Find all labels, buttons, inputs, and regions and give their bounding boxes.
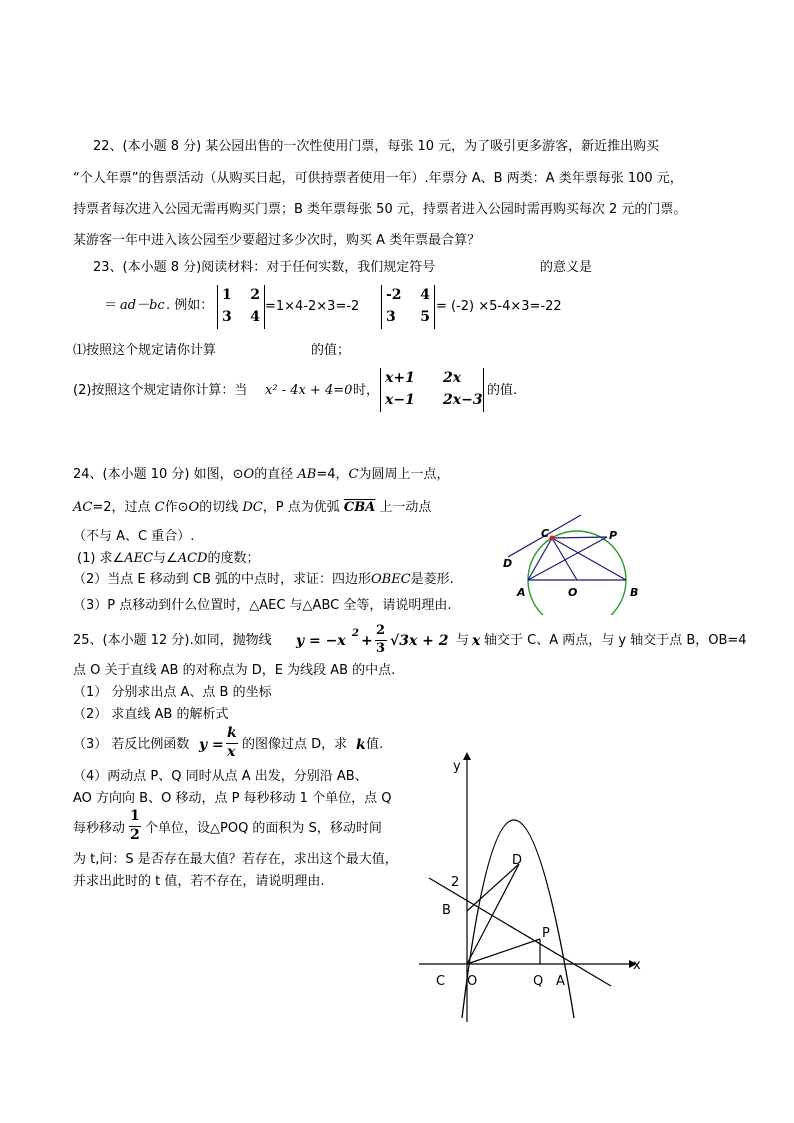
label-x: x: [633, 958, 641, 973]
line-ab: [429, 878, 611, 986]
q22-line-3: 持票者每次进入公园无需再购买门票；B 类年票每张 50 元，持票者进入公园时需再购买每次 2 元的门票。: [73, 202, 687, 217]
q23-part-2c: 的值.: [487, 383, 518, 398]
label-o: O: [568, 586, 578, 599]
q23-part-2-condition: x² - 4x + 4=0: [265, 383, 353, 398]
segment-bd: [467, 864, 519, 911]
det3-d: 2x−3: [443, 392, 483, 408]
label-b: B: [630, 586, 639, 599]
q25-eq-sup: 2: [352, 628, 359, 639]
q24-s1c: 的度数；: [207, 551, 260, 566]
chord-cb: [552, 538, 626, 580]
q24-sub-3: （3）P 点移动到什么位置时，△AEC 与△ABC 全等，请说明理由.: [73, 598, 452, 613]
q24-l2dc: DC: [242, 500, 263, 515]
label-o: O: [467, 974, 478, 989]
det2-a: -2: [386, 287, 402, 303]
q24-arc-cba: $\overline{CBA}$: [343, 500, 376, 515]
q24-l2d: 作⊙: [164, 500, 189, 515]
q25-half-fraction: [129, 808, 141, 844]
q25-line-2: 点 O 关于直线 AB 的对称点为 D，E 为线段 AB 的中点.: [73, 663, 396, 678]
q23-example: . 例如：: [166, 298, 214, 313]
det1-d: 4: [250, 309, 260, 325]
q24-l2a: AC: [73, 500, 93, 515]
q25-line-1b: 与: [456, 633, 470, 648]
det3-c: x−1: [385, 392, 415, 408]
q23-line-1b: 的意义是: [540, 260, 593, 275]
det2-d: 5: [420, 309, 430, 325]
q24-sub-1: [77, 550, 259, 568]
q25-sub-2: （2） 求直线 AB 的解析式: [73, 707, 229, 722]
q24-l1a: 24、(本小题 10 分) 如图，⊙: [73, 467, 244, 482]
label-p: P: [609, 529, 618, 542]
label-y: y: [453, 759, 461, 774]
label-a: A: [556, 974, 565, 989]
label-c: C: [436, 974, 446, 989]
q24-s2b: 是菱形.: [410, 572, 454, 587]
q25-eq-plus: +: [361, 633, 373, 649]
det1-a: 1: [222, 287, 232, 303]
det3-b: 2x: [443, 370, 462, 386]
label-p: P: [542, 926, 550, 941]
q24-s1acd: ACD: [177, 551, 208, 566]
q25-frac-x: x: [227, 744, 236, 760]
q25-sub-1: （1） 分别求出点 A、点 B 的坐标: [73, 685, 272, 700]
q24-line-3: （不与 A、C 重合）.: [73, 529, 195, 544]
q24-s2obec: OBEC: [371, 572, 411, 587]
q25-half-den: 2: [130, 827, 140, 843]
q25-eq-y: y: [296, 633, 305, 649]
det2-b: 4: [420, 287, 430, 303]
q24-l2b: =2，过点: [92, 500, 151, 515]
q23-determinant-2: [381, 285, 435, 329]
q25-sub-3y: y =: [199, 737, 224, 753]
label-c: C: [541, 527, 550, 540]
q25-sub-4d: 个单位，设△POQ 的面积为 S，移动时间: [145, 821, 382, 836]
label-q: Q: [533, 974, 544, 989]
label-b: B: [442, 903, 451, 918]
q23-eq-expr: ad－bc: [120, 298, 165, 313]
q24-sub-2: [73, 571, 454, 589]
q24-s2a: （2）当点 E 移动到 CB 弧的中点时，求证：四边形: [73, 572, 372, 587]
q23-eq-start: ＝: [104, 298, 118, 313]
q25-frac-den: 3: [376, 641, 386, 656]
q25-eq-1: = −x: [309, 633, 346, 649]
q24-s1aec: AEC: [124, 551, 154, 566]
q25-line-1a: 25、(本小题 12 分).如同，抛物线: [73, 633, 272, 648]
q23-result-1: =1×4-2×3=-2: [265, 299, 360, 314]
q25-sub-3c: 值.: [366, 737, 384, 752]
q24-l2f: ，P 点为优弧: [262, 500, 340, 515]
det1-b: 2: [250, 287, 260, 303]
q24-line-1: [73, 466, 449, 484]
q23-result-2: = (-2) ×5-4×3=-22: [436, 299, 562, 314]
q24-l2o: O: [188, 500, 200, 515]
q24-l1o: O: [243, 467, 255, 482]
q23-part-2b: 时，: [353, 383, 380, 398]
q25-line-1c: 轴交于 C、A 两点，与 y 轴交于点 B，OB=4: [484, 633, 747, 648]
q25-sub-3a: （3） 若反比例函数: [73, 737, 190, 752]
q25-eq-fraction: [375, 623, 387, 657]
q25-eq-sqrt: √3x + 2: [390, 633, 449, 649]
q25-line-1x: x: [472, 633, 481, 649]
q24-l1ab: AB: [297, 467, 317, 482]
q24-l1C: C: [348, 467, 359, 482]
q22-line-4: 某游客一年中进入该公园至少要超过多少次时，购买 A 类年票最合算？: [73, 233, 481, 248]
q24-l1d: 为圆周上一点，: [358, 467, 450, 482]
q24-s1a: (1) 求∠: [77, 551, 125, 566]
q24-l1c: =4，: [316, 467, 349, 482]
q24-l2g: 上一动点: [379, 500, 432, 515]
q25-sub-4a: （4）两动点 P、Q 同时从点 A 出发，分别沿 AB、: [73, 769, 368, 784]
q22-line-1: 22、(本小题 8 分) 某公园出售的一次性使用门票，每张 10 元，为了吸引更多游客，新近推出购买: [93, 139, 660, 154]
q25-sub-3k: k: [356, 737, 366, 753]
y-axis-arrow-icon: [463, 752, 471, 760]
q24-l2c: C: [154, 500, 165, 515]
q23-part-2a: (2)按照这个规定请你计算：当: [73, 383, 248, 398]
det1-c: 3: [222, 309, 232, 325]
q24-circle-figure: [495, 505, 640, 615]
q23-determinant-3: [380, 368, 484, 412]
q22-line-2: “个人年票”的售票活动（从购买日起，可供持票者使用一年）.年票分 A、B 两类：A 类年票每张 100 元，: [73, 171, 683, 186]
q23-part-1a: ⑴按照这个规定请你计算: [73, 343, 217, 358]
label-d: D: [503, 557, 513, 570]
q25-frac-k: k: [227, 725, 237, 741]
q25-sub-4f: 并求出此时的 t 值，若不存在，请说明理由.: [73, 874, 325, 889]
q24-s1b: 与∠: [153, 551, 178, 566]
q25-half-num: 1: [130, 808, 140, 824]
q25-sub-4c: 每秒移动: [73, 821, 126, 836]
label-a: A: [517, 586, 526, 599]
q24-l2e: 的切线: [199, 500, 239, 515]
q25-k-over-x: [226, 725, 238, 761]
q25-sub-3b: 的图像过点 D，求: [242, 737, 348, 752]
point-c-marker: [550, 536, 555, 541]
q23-determinant-1: [217, 285, 265, 329]
circle-o: [528, 531, 626, 615]
label-d: D: [512, 853, 523, 868]
det2-c: 3: [386, 309, 396, 325]
q25-sub-4b: AO 方向向 B、O 移动，点 P 每秒移动 1 个单位，点 Q: [73, 791, 392, 806]
label-2: 2: [451, 875, 460, 890]
q25-sub-4e: 为 t,问：S 是否存在最大值？若存在，求出这个最大值，: [73, 852, 398, 867]
q24-line-2: [73, 499, 431, 517]
q25-parabola-figure: [415, 740, 655, 1030]
q23-line-1a: 23、(本小题 8 分)阅读材料：对于任何实数，我们规定符号: [93, 260, 436, 275]
q23-part-1b: 的值；: [311, 343, 351, 358]
segment-co: [552, 538, 577, 580]
q24-l1b: 的直径: [254, 467, 294, 482]
det3-a: x+1: [385, 370, 415, 386]
q25-frac-num: 2: [376, 623, 386, 638]
chord-cp: [552, 537, 607, 538]
